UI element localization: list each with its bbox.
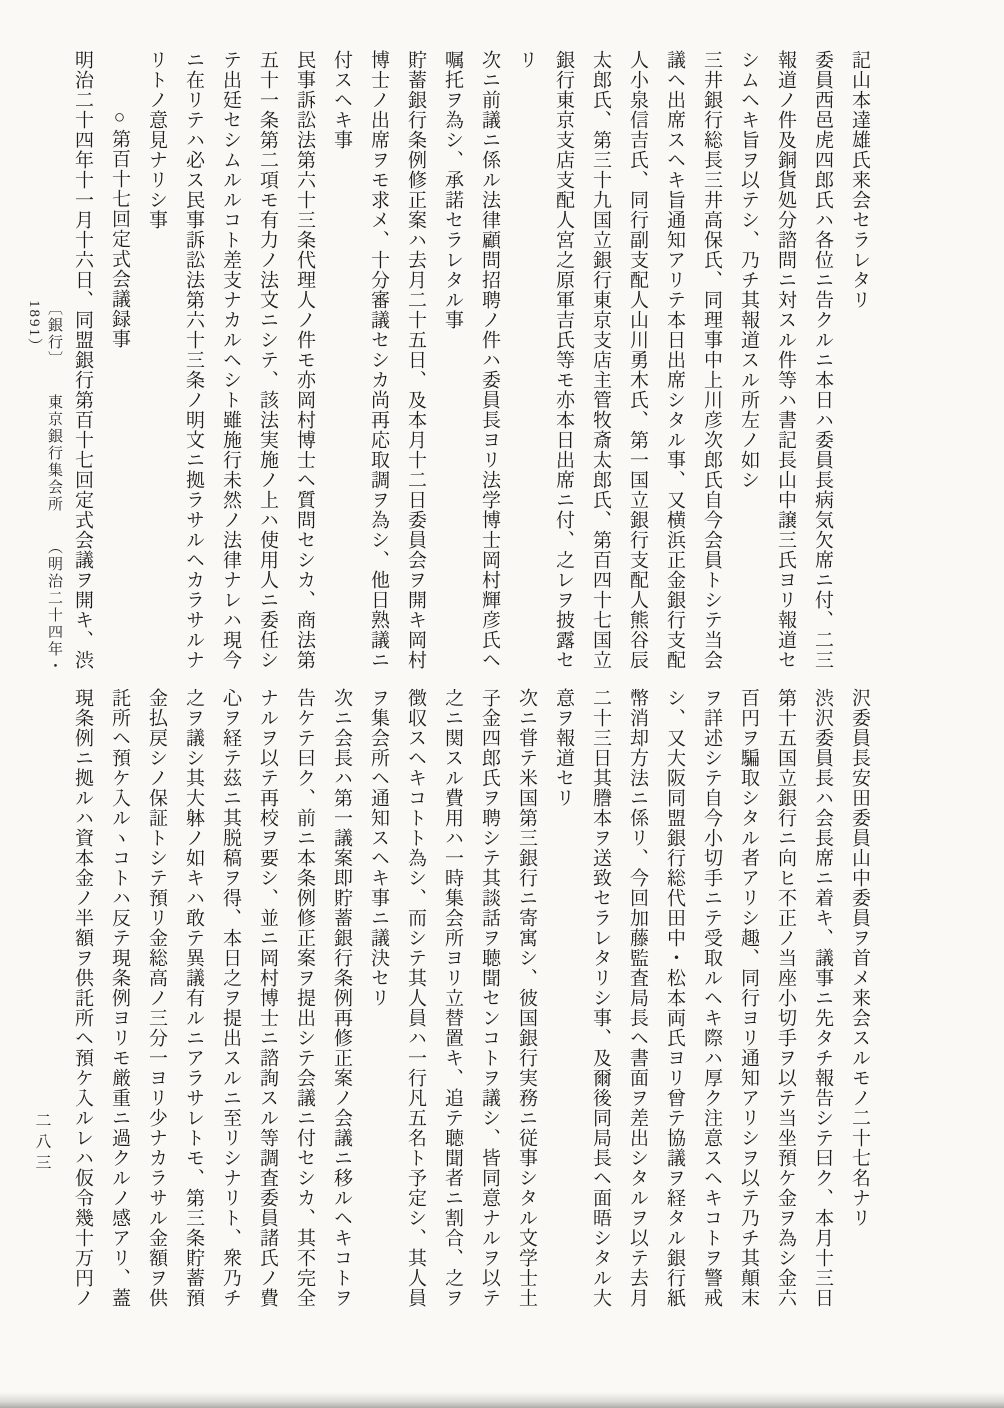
text-column: 告ケテ曰ク、前ニ本条例修正案ヲ提出シテ会議ニ付セシカ、其不完全 — [294, 688, 315, 1308]
text-column: 沢委員長安田委員山中委員ヲ首メ来会スルモノ二十七名ナリ — [849, 688, 870, 1228]
text-column: 太郎氏、第三十九国立銀行東京支店主管牧斎太郎氏、第百四十七国立 — [590, 50, 611, 670]
text-column: 報道ノ件及銅貨処分諮問ニ対スル件等ハ書記長山中譲三氏ヨリ報道セ — [775, 50, 796, 670]
text-column: リトノ意見ナリシ事 — [146, 50, 167, 230]
text-column: 金払戻シノ保証トシテ預リ金総高ノ三分一ヨリ少ナカラサル金額ヲ供 — [146, 688, 167, 1308]
text-column: 心ヲ経テ茲ニ其脱稿ヲ得、本日之ヲ提出スルニ至リシナリト、衆乃チ — [220, 688, 241, 1308]
text-column: 民事訴訟法第六十三条代理人ノ件モ亦岡村博士ヘ質問セシカ、商法第 — [294, 50, 315, 670]
text-column: 幣消却方法ニ係リ、今回加藤監査局長ヘ書面ヲ差出シタルヲ以テ去月 — [627, 688, 648, 1308]
text-column: シ、又大阪同盟銀行総代田中・松本両氏ヨリ曾テ協議ヲ経タル銀行紙 — [664, 688, 685, 1308]
text-column: 五十一条第二項モ有力ノ法文ニシテ、該法実施ノ上ハ使用人ニ委任シ — [257, 50, 278, 670]
text-column: 之ニ関スル費用ハ一時集会所ヨリ立替置キ、追テ聴聞者ニ割合、之ヲ — [442, 688, 463, 1308]
text-column: 嘱托ヲ為シ、承諾セラレタル事 — [442, 50, 463, 330]
text-column: 現条例ニ拠ルハ資本金ノ半額ヲ供託所ヘ預ケ入ルレハ仮令幾十万円ノ — [72, 688, 93, 1308]
text-column: 子金四郎氏ヲ聘シテ其談話ヲ聴聞センコトヲ議シ、皆同意ナルヲ以テ — [479, 688, 500, 1308]
text-column: ナルヲ以テ再校ヲ要シ、並ニ岡村博士ニ諮詢スル等調査委員諸氏ノ費 — [257, 688, 278, 1308]
text-column: ヲ詳述シテ自今小切手ニテ受取ルヘキ際ハ厚ク注意スヘキコトヲ警戒 — [701, 688, 722, 1308]
text-column: シムヘキ旨ヲ以テシ、乃チ其報道スル所左ノ如シ — [738, 50, 759, 490]
text-column: ヲ集会所ヘ通知スヘキ事ニ議決セリ — [368, 688, 389, 1008]
text-column: 三井銀行総長三井高保氏、同理事中上川彦次郎氏自今会員トシテ当会 — [701, 50, 722, 670]
text-column: 次ニ前議ニ係ル法律顧問招聘ノ件ハ委員長ヨリ法学博士岡村輝彦氏ヘ — [479, 50, 500, 670]
text-column: 人小泉信吉氏、同行副支配人山川勇木氏、第一国立銀行支配人熊谷辰 — [627, 50, 648, 670]
text-column: 託所ヘ預ケ入ルヽコトハ反テ現条例ヨリモ厳重ニ過クルノ感アリ、蓋 — [109, 688, 130, 1308]
text-column: 銀行東京支店支配人宮之原軍吉氏等モ亦本日出席ニ付、之レヲ披露セ — [553, 50, 574, 670]
text-column: 次ニ甞テ米国第三銀行ニ寄寓シ、彼国銀行実務ニ従事シタル文学士土 — [516, 688, 537, 1308]
text-column: ○第百十七回定式会議録事 — [109, 107, 130, 349]
text-column: 議ヘ出席スヘキ旨通知アリテ本日出席シタル事、又横浜正金銀行支配 — [664, 50, 685, 670]
colophon — [24, 300, 64, 720]
text-column: 之ヲ議シ其大躰ノ如キハ敢テ異議有ルニアラサレトモ、第三条貯蓄預 — [183, 688, 204, 1308]
lower-text-block — [64, 688, 878, 1328]
text-column: 貯蓄銀行条例修正案ハ去月二十五日、及本月十二日委員会ヲ開キ岡村 — [405, 50, 426, 670]
upper-text-block — [64, 50, 878, 690]
text-column: 委員西邑虎四郎氏ハ各位ニ告クルニ本日ハ委員長病気欠席ニ付、二三 — [812, 50, 833, 670]
text-column: 記山本達雄氏来会セラレタリ — [849, 50, 870, 310]
text-column: 渋沢委員長ハ会長席ニ着キ、議事ニ先タチ報告シテ曰ク、本月十三日 — [812, 688, 833, 1308]
colophon-category-label: 〔銀行〕 — [46, 300, 62, 368]
text-column: ニ在リテハ必ス民事訴訟法第六十三条ノ明文ニ拠ラサルヘカラサルナ — [183, 50, 204, 670]
text-column: 付スヘキ事 — [331, 50, 352, 150]
text-column: 次ニ会長ハ第一議案即貯蓄銀行条例再修正案ノ会議ニ移ルヘキコトヲ — [331, 688, 352, 1308]
text-column: 二十三日其謄本ヲ送致セラレタリシ事、及爾後同局長ヘ面晤シタル大 — [590, 688, 611, 1308]
text-column: リ — [516, 50, 537, 70]
text-column: 意ヲ報道セリ — [553, 688, 574, 808]
colophon-source: 東京銀行集会所 — [46, 393, 62, 513]
scan-edge-artifact — [0, 1392, 1004, 1408]
page-number: 二八三 — [33, 1112, 50, 1175]
text-column: 博士ノ出席ヲモ求メ、十分審議セシカ尚再応取調ヲ為シ、他日熟議ニ — [368, 50, 389, 670]
colophon-year: （明治二十四年・1891） — [26, 300, 62, 675]
text-column: テ出廷セシムルルコト差支ナカルヘシト雖施行未然ノ法律ナレハ現今 — [220, 50, 241, 670]
text-column: 明治二十四年十一月十六日、同盟銀行第百十七回定式会議ヲ開キ、渋 — [72, 50, 93, 670]
text-column: 徴収スヘキコトト為シ、而シテ其人員ハ一行凡五名ト予定シ、其人員 — [405, 688, 426, 1308]
text-column: 百円ヲ騙取シタル者アリシ趣、同行ヨリ通知アリシヲ以テ乃チ其顛末 — [738, 688, 759, 1308]
text-column: 第十五国立銀行ニ向ヒ不正ノ当座小切手ヲ以テ当坐預ケ金ヲ為シ金六 — [775, 688, 796, 1308]
